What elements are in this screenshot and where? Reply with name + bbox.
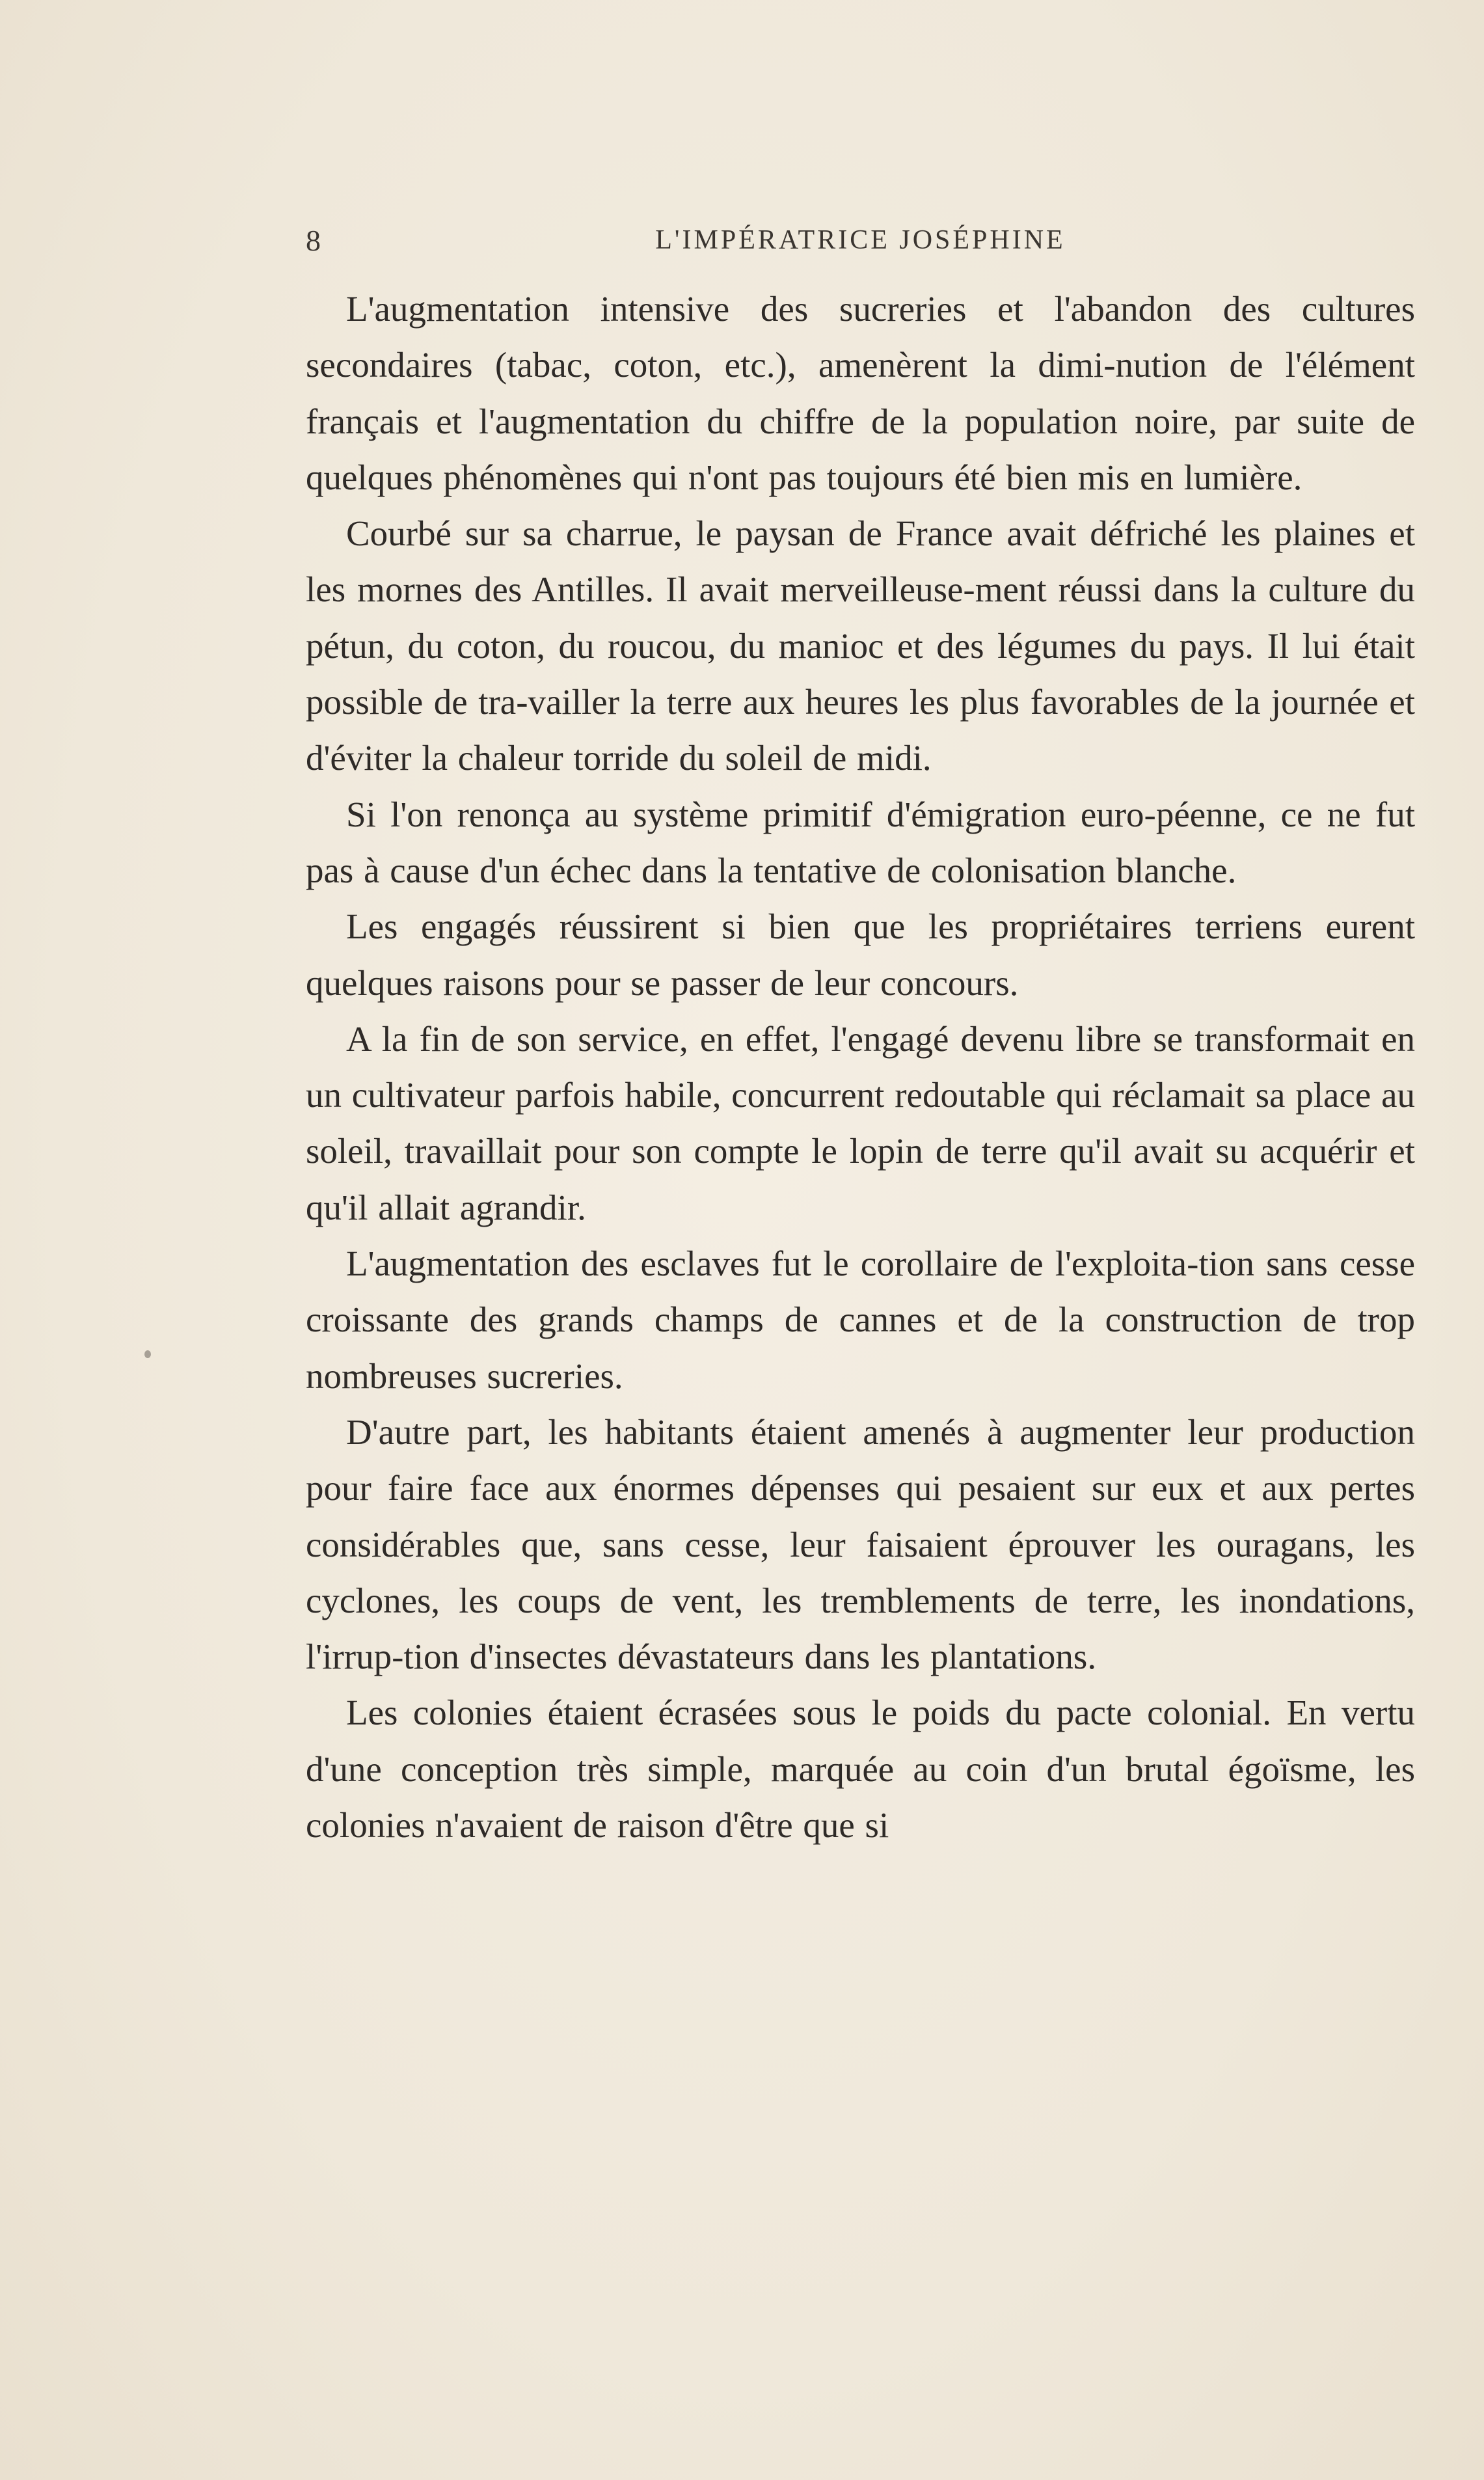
paragraph: Les engagés réussirent si bien que les propriétaires terriens eurent quelques raisons pour se passer de leur concours. bbox=[306, 906, 1415, 1003]
paper-speck bbox=[144, 1350, 151, 1358]
paragraph: L'augmentation des esclaves fut le corollaire de l'exploita-tion sans cesse croissante des grands champs de cannes et de la construction de trop nombreuses sucreries. bbox=[306, 1244, 1415, 1396]
paragraph: Courbé sur sa charrue, le paysan de France avait défriché les plaines et les mornes des Antilles. Il avait merveilleuse-ment réussi dans la culture du pétun, du coton, du roucou, du manioc et des légumes du pays. Il lui était possible de tra-vailler la terre aux heures les plus favorables de la journée et d'éviter la chaleur torride du soleil de midi. bbox=[306, 513, 1415, 778]
body-text bbox=[306, 281, 1415, 1853]
running-title: L'IMPÉRATRICE JOSÉPHINE bbox=[655, 225, 1066, 255]
paragraph: Les colonies étaient écrasées sous le poids du pacte colonial. En vertu d'une conception très simple, marquée au coin d'un brutal égoïsme, les colonies n'avaient de raison d'être que si bbox=[306, 1693, 1415, 1846]
page-number: 8 bbox=[306, 224, 321, 257]
paragraph: Si l'on renonça au système primitif d'émigration euro-péenne, ce ne fut pas à cause d'un échec dans la tentative de colonisation blanche. bbox=[306, 794, 1415, 890]
paragraph: A la fin de son service, en effet, l'engagé devenu libre se transformait en un cultivateur parfois habile, concurrent redoutable qui réclamait sa place au soleil, travaillait pour son compte le lopin de terre qu'il avait su acquérir et qu'il allait agrandir. bbox=[306, 1018, 1415, 1227]
paragraph: D'autre part, les habitants étaient amenés à augmenter leur production pour faire face aux énormes dépenses qui pesaient sur eux et aux pertes considérables que, sans cesse, leur faisaient éprouver les ouragans, les cyclones, les coups de vent, les tremblements de terre, les inondations, l'irrup-tion d'insectes dévastateurs dans les plantations. bbox=[306, 1411, 1415, 1677]
paragraph: L'augmentation intensive des sucreries et l'abandon des cultures secondaires (tabac, coton, etc.), amenèrent la dimi-nution de l'élément français et l'augmentation du chiffre de la population noire, par suite de quelques phénomènes qui n'ont pas toujours été bien mis en lumière. bbox=[306, 289, 1415, 497]
page-header bbox=[306, 218, 1415, 270]
